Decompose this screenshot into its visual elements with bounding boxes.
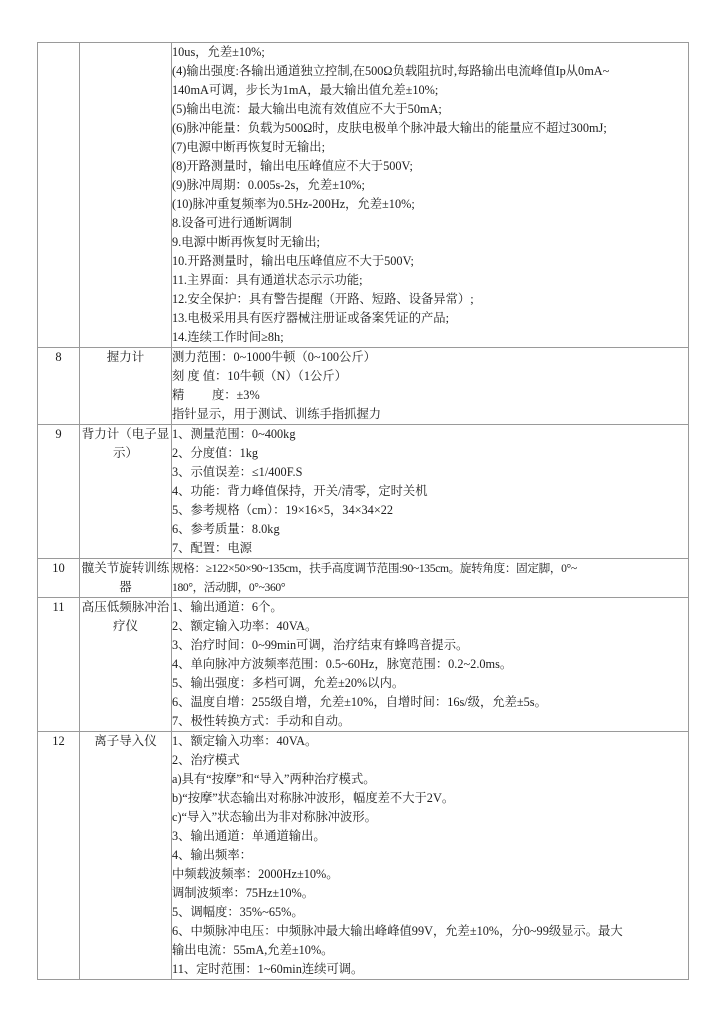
- row-number-cell: 9: [38, 425, 80, 559]
- table-row: [38, 425, 689, 559]
- spec-line: 规格：≥122×50×90~135cm，扶手高度调节范围:90~135cm。旋转角度：固定脚，0°~: [172, 562, 577, 575]
- spec-line: b)“按摩”状态输出对称脉冲波形，幅度差不大于2V。: [172, 791, 455, 805]
- row-number-cell: 12: [38, 732, 80, 980]
- row-name-cell: 离子导入仪: [80, 732, 172, 980]
- spec-line: 9.电源中断再恢复时无输出;: [172, 235, 320, 249]
- spec-line: 4、功能：背力峰值保持，开关/清零，定时关机: [172, 484, 428, 498]
- spec-line: 1、额定输入功率：40VA。: [172, 734, 318, 748]
- row-number-cell: 11: [38, 598, 80, 732]
- row-number-cell: 8: [38, 348, 80, 425]
- spec-line: 7、配置：电源: [172, 541, 252, 555]
- spec-line: (4)输出强度:各输出通道独立控制,在500Ω负载阻抗时,每路输出电流峰值Ip从0mA~: [172, 64, 610, 78]
- row-name-cell: [80, 43, 172, 348]
- spec-line: 2、分度值：1kg: [172, 446, 259, 460]
- spec-line: 180°，活动脚，0°~360°: [172, 581, 286, 594]
- spec-line: (5)输出电流：最大输出电流有效值应不大于50mA;: [172, 102, 442, 116]
- table-row: [38, 559, 689, 598]
- spec-line: 6、参考质量：8.0kg: [172, 522, 280, 536]
- spec-line: c)“导入”状态输出为非对称脉冲波形。: [172, 810, 377, 824]
- spec-line: 11.主界面：具有通道状态示示功能;: [172, 273, 363, 287]
- table-row: [38, 43, 689, 348]
- row-number-cell: 10: [38, 559, 80, 598]
- table-row: [38, 732, 689, 980]
- spec-line: 140mA可调，步长为1mA，最大输出值允差±10%;: [172, 83, 439, 97]
- spec-line: 12.安全保护：具有警告提醒（开路、短路、设备异常）;: [172, 292, 474, 306]
- spec-line: 13.电极采用具有医疗器械注册证或备案凭证的产品;: [172, 311, 450, 325]
- spec-line: 11、定时范围：1~60min连续可调。: [172, 962, 364, 976]
- row-spec-cell: [172, 559, 689, 598]
- row-number-cell: [38, 43, 80, 348]
- spec-line: 6、温度自增：255级自增，允差±10%，自增时间：16s/级，允差±5s。: [172, 695, 547, 709]
- row-name-cell: 握力计: [80, 348, 172, 425]
- spec-line: 6、中频脉冲电压：中频脉冲最大输出峰峰值99V，允差±10%，分0~99级显示。最大: [172, 924, 623, 938]
- spec-line: 2、额定输入功率：40VA。: [172, 619, 318, 633]
- spec-line: 中频载波频率：2000Hz±10%。: [172, 867, 339, 881]
- spec-line: a)具有“按摩”和“导入”两种治疗模式。: [172, 772, 376, 786]
- spec-line: 调制波频率：75Hz±10%。: [172, 886, 315, 900]
- spec-line: 7、极性转换方式：手动和自动。: [172, 714, 351, 728]
- spec-line: 2、治疗模式: [172, 753, 240, 767]
- row-spec-cell: [172, 43, 689, 348]
- spec-line: (8)开路测量时，输出电压峰值应不大于500V;: [172, 159, 413, 173]
- spec-line: (9)脉冲周期：0.005s-2s，允差±10%;: [172, 178, 365, 192]
- spec-line: 3、输出通道：单通道输出。: [172, 829, 326, 843]
- spec-line: 5、调幅度：35%~65%。: [172, 905, 304, 919]
- spec-line: (6)脉冲能量：负载为500Ω时，皮肤电极单个脉冲最大输出的能量应不超过300mJ;: [172, 121, 607, 135]
- spec-line: 5、输出强度：多档可调，允差±20%以内。: [172, 676, 405, 690]
- row-name-cell: 髋关节旋转训练器: [80, 559, 172, 598]
- table-row: [38, 348, 689, 425]
- row-name-cell: 背力计（电子显示）: [80, 425, 172, 559]
- spec-line: 精 度：±3%: [172, 388, 260, 402]
- table-row: [38, 598, 689, 732]
- spec-line: 4、输出频率：: [172, 848, 252, 862]
- spec-line: 指针显示，用于测试、训练手指抓握力: [172, 407, 382, 421]
- row-spec-cell: [172, 348, 689, 425]
- row-spec-cell: [172, 732, 689, 980]
- row-spec-cell: [172, 598, 689, 732]
- spec-line: 测力范围：0~1000牛顿（0~100公斤）: [172, 350, 376, 364]
- spec-line: 10us，允差±10%;: [172, 45, 265, 59]
- spec-line: 1、输出通道：6个。: [172, 600, 283, 614]
- row-name-cell: 高压低频脉冲治疗仪: [80, 598, 172, 732]
- spec-line: 刻 度 值：10牛顿（N）（1公斤）: [172, 369, 347, 383]
- spec-line: 10.开路测量时，输出电压峰值应不大于500V;: [172, 254, 414, 268]
- spec-line: 1、测量范围：0~400kg: [172, 427, 296, 441]
- spec-line: 3、治疗时间：0~99min可调，治疗结束有蜂鸣音提示。: [172, 638, 469, 652]
- spec-line: 4、单向脉冲方波频率范围：0.5~60Hz，脉宽范围：0.2~2.0ms。: [172, 657, 513, 671]
- spec-line: 8.设备可进行通断调制: [172, 216, 292, 230]
- specification-table: [37, 42, 689, 980]
- spec-line: (10)脉冲重复频率为0.5Hz-200Hz，允差±10%;: [172, 197, 415, 211]
- spec-line: 14.连续工作时间≥8h;: [172, 330, 284, 344]
- spec-line: (7)电源中断再恢复时无输出;: [172, 140, 326, 154]
- spec-line: 输出电流：55mA,允差±10%。: [172, 943, 334, 957]
- spec-line: 3、示值误差：≤1/400F.S: [172, 465, 303, 479]
- table-body: [38, 43, 689, 980]
- row-spec-cell: [172, 425, 689, 559]
- spec-line: 5、参考规格（cm）：19×16×5，34×34×22: [172, 503, 394, 517]
